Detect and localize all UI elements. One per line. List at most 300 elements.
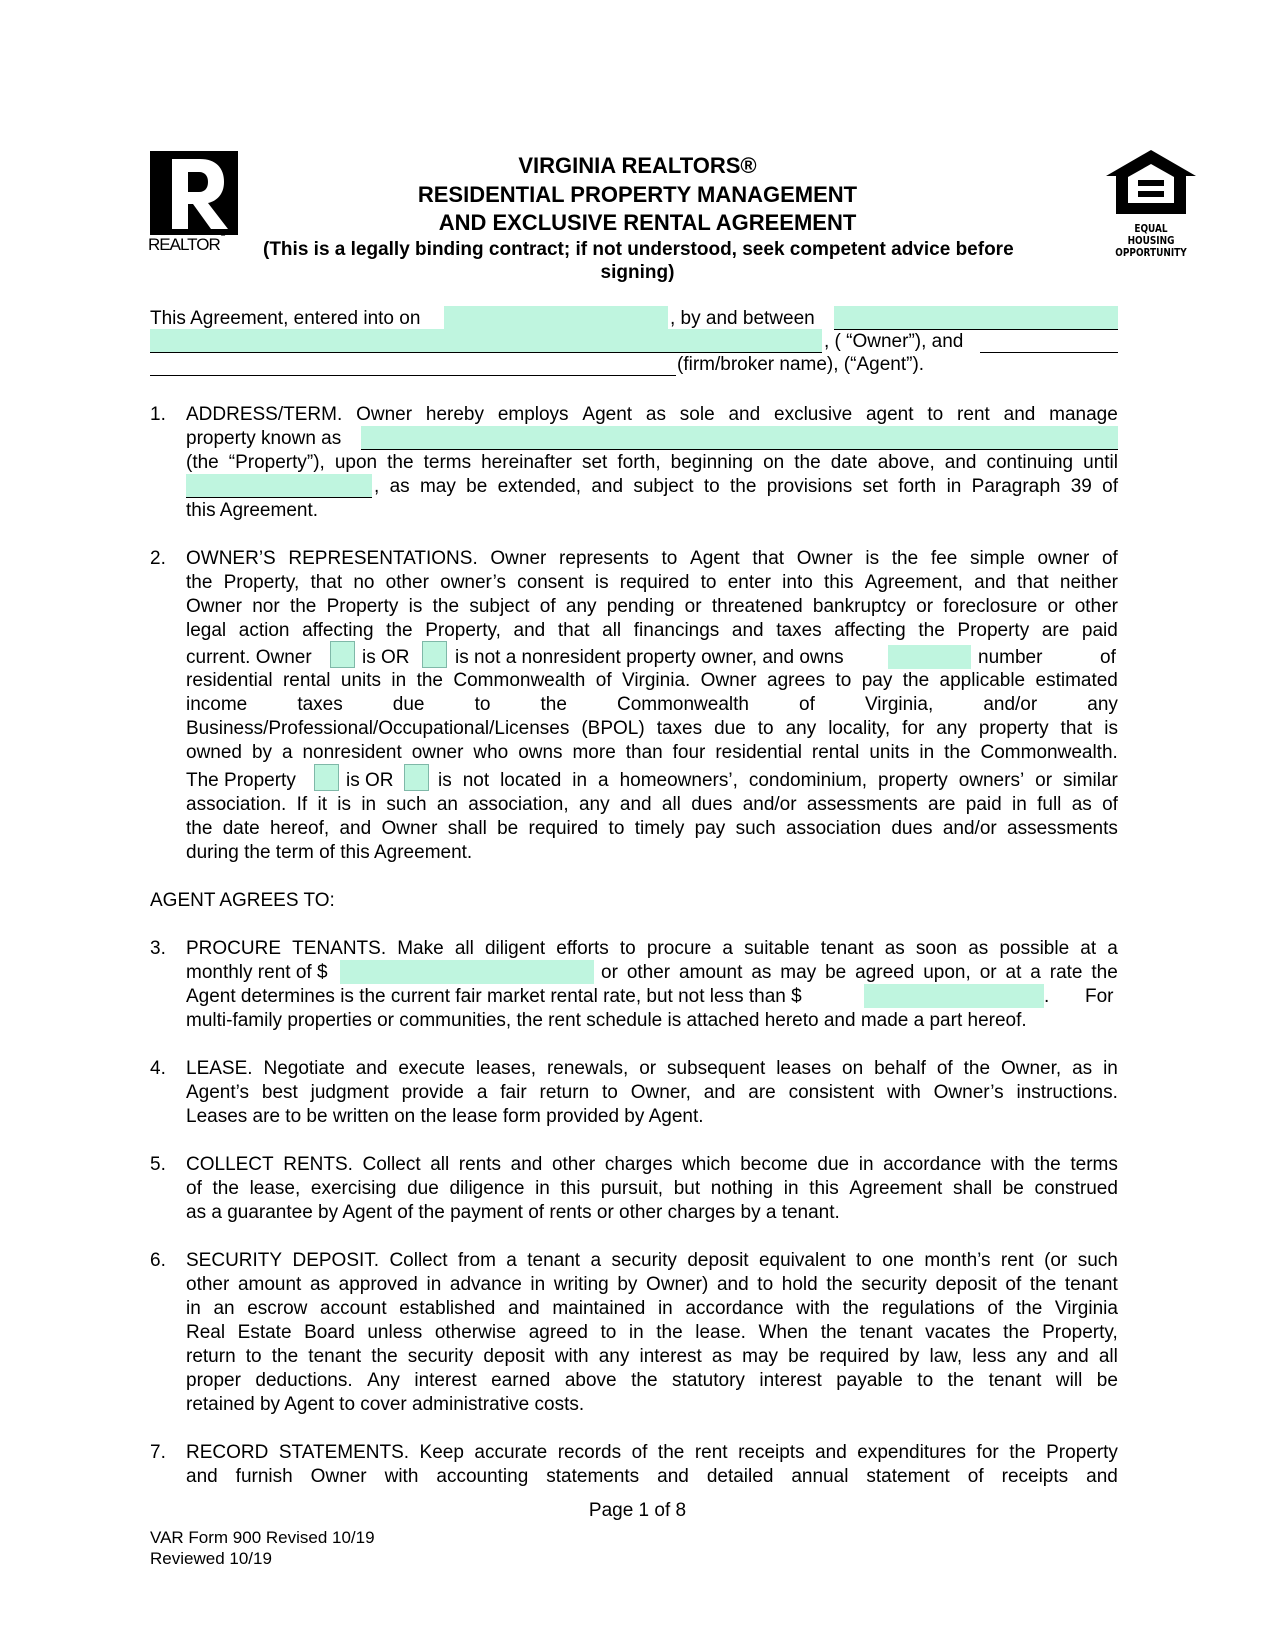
word: amount <box>679 962 743 983</box>
word: agreed <box>528 1322 588 1343</box>
word: of <box>631 1442 648 1463</box>
word: to <box>757 718 774 739</box>
word: and <box>974 572 1006 593</box>
word: and <box>703 1082 736 1103</box>
p3-line-1 <box>186 938 1118 960</box>
word: as <box>645 404 666 425</box>
word: COLLECT <box>186 1154 274 1175</box>
word: assessments <box>806 794 918 815</box>
word: Property <box>1046 1442 1118 1463</box>
p5-line-1 <box>186 1154 1118 1176</box>
rental-units-count-field[interactable] <box>888 645 971 669</box>
word: to <box>474 694 491 715</box>
word: shall <box>952 1178 993 1199</box>
word: Collect <box>362 1154 421 1175</box>
word: the <box>271 1346 299 1367</box>
word: tenant <box>308 1346 362 1367</box>
word: Property <box>326 596 399 617</box>
word: the <box>1009 1442 1036 1463</box>
word: a <box>598 770 609 791</box>
word: month’s <box>924 1250 991 1271</box>
word: as <box>711 1346 732 1367</box>
word: set <box>862 476 888 497</box>
word: diligent <box>484 938 546 959</box>
word: advance <box>449 1274 522 1295</box>
word: Agent’s <box>186 1082 250 1103</box>
word: in <box>186 1298 201 1319</box>
word: and <box>731 620 764 641</box>
word: possible <box>999 938 1070 959</box>
word: condominium, <box>748 770 868 791</box>
word: agrees <box>767 670 826 691</box>
word: interest <box>414 1370 477 1391</box>
word: as <box>309 1274 331 1295</box>
word: owned <box>186 742 242 763</box>
word: due <box>407 1178 439 1199</box>
word: upon <box>334 452 378 473</box>
word: accordance <box>883 1154 982 1175</box>
p2-line-13: during the term of this Agreement. <box>186 842 473 863</box>
word: action <box>238 620 290 641</box>
word: the <box>540 694 567 715</box>
word: association, <box>468 794 569 815</box>
word: any <box>936 718 967 739</box>
word: interest <box>639 1346 702 1367</box>
word: enter <box>727 572 771 593</box>
word: similar <box>1063 770 1118 791</box>
word: Agreement, <box>864 572 963 593</box>
word: affecting <box>302 620 374 641</box>
word: to <box>856 1250 872 1271</box>
p2-line-5a: current. Owner <box>186 647 312 668</box>
word: the <box>826 1274 853 1295</box>
word: is <box>1104 718 1118 739</box>
word: any <box>565 596 597 617</box>
word: leases, <box>475 1058 537 1079</box>
word: return <box>186 1346 236 1367</box>
p2-line-9 <box>186 742 1118 764</box>
word: the <box>186 572 213 593</box>
word: the <box>186 818 213 839</box>
word: (the <box>186 452 219 473</box>
word: as <box>1071 794 1092 815</box>
title-line-3: AND EXCLUSIVE RENTAL AGREEMENT <box>438 210 857 235</box>
realtor-logo-caption: REALTOR® <box>148 228 226 254</box>
word: pay <box>861 670 893 691</box>
p2-line-2 <box>186 572 1118 594</box>
word: and <box>657 1466 689 1487</box>
word: efforts <box>556 938 609 959</box>
word: is <box>865 548 880 569</box>
agent-name-field[interactable] <box>980 329 1118 353</box>
word: extended, <box>497 476 582 497</box>
word: of <box>987 1298 1004 1319</box>
word: beginning <box>670 452 754 473</box>
word: deposit <box>935 1274 997 1295</box>
word: hereof, <box>270 818 330 839</box>
word: neither <box>1059 572 1118 593</box>
word: the <box>1091 962 1118 983</box>
word: due <box>714 718 746 739</box>
word: earned <box>491 1370 551 1391</box>
word: construed <box>1034 1178 1118 1199</box>
word: rental <box>811 742 860 763</box>
word: detailed <box>706 1466 774 1487</box>
word: estimated <box>1035 670 1118 691</box>
property-address-field[interactable] <box>361 426 1118 450</box>
word: to <box>835 670 852 691</box>
word: rents <box>458 1154 502 1175</box>
word: as <box>884 938 905 959</box>
word: by <box>251 742 273 763</box>
word: rate <box>1049 962 1083 983</box>
word: more <box>572 742 616 763</box>
word: Virginia <box>1054 1298 1118 1319</box>
word: sole <box>679 404 715 425</box>
word: the <box>657 1442 685 1463</box>
word: property <box>978 718 1049 739</box>
firm-broker-name-field[interactable] <box>150 352 676 376</box>
word: paid <box>965 794 1002 815</box>
word: When <box>758 1322 809 1343</box>
word: Virginia, <box>864 694 934 715</box>
word: of <box>799 694 815 715</box>
word: a <box>476 1082 488 1103</box>
p6-line-2 <box>186 1274 1118 1296</box>
word: annual <box>791 1466 849 1487</box>
word: Owner <box>186 596 242 617</box>
word: or <box>601 962 618 983</box>
word: represents <box>559 548 649 569</box>
word: tenant <box>527 1250 581 1271</box>
word: and/or <box>742 794 797 815</box>
word: Owner <box>356 404 413 425</box>
word: that <box>310 572 343 593</box>
p7-line-2 <box>186 1466 1118 1488</box>
word: accounting <box>436 1466 529 1487</box>
word: exclusive <box>774 404 853 425</box>
word: to <box>619 938 636 959</box>
word: the <box>386 620 413 641</box>
owner-name-field-continued[interactable] <box>150 329 822 353</box>
word: taxes <box>776 620 822 641</box>
word: to <box>600 1322 617 1343</box>
word: this <box>809 1178 839 1199</box>
title-line-2: RESIDENTIAL PROPERTY MANAGEMENT <box>417 182 858 207</box>
word: approved <box>338 1274 418 1295</box>
word: and <box>1057 1346 1089 1367</box>
word: Commonwealth <box>616 694 749 715</box>
word: nor <box>252 596 280 617</box>
word: due <box>817 1154 850 1175</box>
word: any <box>578 794 610 815</box>
word: the <box>1003 1322 1030 1343</box>
word: applicable <box>939 670 1026 691</box>
word: Owner <box>700 670 757 691</box>
word: set <box>581 452 608 473</box>
word: a <box>506 1250 517 1271</box>
word: full <box>1037 794 1062 815</box>
word: and <box>339 818 372 839</box>
minimum-rent-field[interactable] <box>864 984 1044 1008</box>
word: the <box>387 452 414 473</box>
word: pay <box>694 818 726 839</box>
word: fee <box>930 548 958 569</box>
paragraph-number-4: 4. <box>150 1058 166 1079</box>
word: for <box>976 1442 999 1463</box>
paragraph-number-5: 5. <box>150 1154 166 1175</box>
word: Property, <box>223 572 300 593</box>
word: manage <box>1049 404 1118 425</box>
word: receipts <box>1001 1466 1069 1487</box>
agreement-date-field[interactable] <box>444 306 668 330</box>
word: agent <box>865 404 914 425</box>
word: with <box>554 1346 589 1367</box>
word: statements <box>546 1466 640 1487</box>
word: Owner <box>310 1466 367 1487</box>
word: 39 <box>1070 476 1092 497</box>
word: as <box>389 476 410 497</box>
word: or <box>1035 770 1053 791</box>
p2-line-5b: is OR <box>362 647 410 668</box>
word: payable <box>836 1370 903 1391</box>
p5-line-3: as a guarantee by Agent of the payment of rents or other charges by a tenant. <box>186 1202 840 1223</box>
p2-line-1 <box>186 548 1118 570</box>
owner-name-field[interactable] <box>834 306 1118 330</box>
word: and/or <box>983 694 1038 715</box>
p3-line-3b: . <box>1044 986 1050 1007</box>
word: a <box>722 938 733 959</box>
word: and <box>508 1298 540 1319</box>
word: Owner, <box>1000 1058 1062 1079</box>
word: Any <box>367 1370 400 1391</box>
word: deductions. <box>255 1370 353 1391</box>
word: accordance <box>685 1298 784 1319</box>
word: units <box>340 670 382 691</box>
word: may <box>419 476 456 497</box>
word: with <box>886 1082 921 1103</box>
word: all <box>454 938 474 959</box>
word: all <box>602 620 622 641</box>
word: records <box>557 1442 622 1463</box>
word: fair <box>500 1082 527 1103</box>
word: to <box>608 818 625 839</box>
word: owns <box>518 742 563 763</box>
word: by <box>617 1274 638 1295</box>
word: charges <box>604 1154 673 1175</box>
word: for <box>902 718 925 739</box>
p6-line-1 <box>186 1250 1118 1272</box>
word: expenditures <box>857 1442 967 1463</box>
word: in <box>858 1154 874 1175</box>
word: deposit <box>687 1250 749 1271</box>
word: in <box>361 794 377 815</box>
word: bankruptcy <box>812 596 906 617</box>
word: other <box>385 572 429 593</box>
word: exercising <box>310 1178 397 1199</box>
p3-line-3c: For <box>1085 986 1114 1007</box>
word: Property <box>957 620 1030 641</box>
p2-line-10c <box>438 770 1118 792</box>
word: accurate <box>474 1442 548 1463</box>
word: RENTS. <box>283 1154 353 1175</box>
word: become <box>740 1154 808 1175</box>
word: which <box>682 1154 731 1175</box>
word: until <box>1083 452 1118 473</box>
word: , <box>374 476 380 497</box>
word: in <box>530 1274 546 1295</box>
word: the <box>1029 1274 1057 1295</box>
word: residential <box>186 670 273 691</box>
word: Keep <box>419 1442 464 1463</box>
word: Virginia. <box>621 670 691 691</box>
word: in <box>783 1178 799 1199</box>
word: homeowners’, <box>619 770 738 791</box>
word: dues <box>691 794 733 815</box>
word: above, <box>877 452 935 473</box>
word: all <box>1098 1346 1118 1367</box>
word: lease, <box>249 1178 301 1199</box>
word: on <box>842 1058 864 1079</box>
p1-line-2: property known as <box>186 428 342 449</box>
word: OWNER’S <box>186 548 276 569</box>
word: less <box>972 1346 1007 1367</box>
word: date <box>222 818 260 839</box>
word: pursuit, <box>600 1178 664 1199</box>
word: four <box>672 742 706 763</box>
word: other <box>1074 596 1118 617</box>
word: or <box>916 596 934 617</box>
word: terms <box>1070 1154 1118 1175</box>
word: simple <box>969 548 1025 569</box>
word: that <box>1017 572 1049 593</box>
word: and <box>619 794 652 815</box>
word: into <box>782 572 813 593</box>
word: suitable <box>744 938 810 959</box>
word: amount <box>237 1274 302 1295</box>
word: and <box>728 404 761 425</box>
word: LEASE. <box>186 1058 253 1079</box>
word: a <box>281 742 293 763</box>
word: in <box>535 1178 550 1199</box>
word: tenant <box>859 1322 913 1343</box>
word: soon <box>915 938 958 959</box>
word: escrow <box>247 1298 308 1319</box>
word: and <box>716 1274 749 1295</box>
p4-line-2 <box>186 1082 1118 1104</box>
word: of <box>1005 1274 1022 1295</box>
association-is-checkbox[interactable] <box>314 764 339 791</box>
legal-notice-line-2: signing) <box>600 262 675 283</box>
word: owner <box>1037 548 1090 569</box>
intro-text-3: , ( “Owner”), and <box>824 331 964 352</box>
word: of <box>1102 476 1118 497</box>
word: the <box>1015 1298 1043 1319</box>
legal-notice-line-1: (This is a legally binding contract; if not understood, seek competent advice before <box>263 239 1014 260</box>
word: tenant <box>988 1370 1042 1391</box>
word: the <box>212 1178 239 1199</box>
word: a <box>590 1250 602 1271</box>
word: an <box>213 1298 235 1319</box>
word: in <box>628 1322 644 1343</box>
word: taxes <box>656 718 703 739</box>
p2-line-5e: of <box>1100 647 1116 668</box>
word: STATEMENTS. <box>278 1442 410 1463</box>
word: agreed <box>855 962 915 983</box>
word: no <box>353 572 375 593</box>
word: of <box>1101 548 1118 569</box>
word: Commonwealth <box>453 670 586 691</box>
word: and <box>1086 1466 1118 1487</box>
word: the <box>820 1322 848 1343</box>
word: threatened <box>711 596 803 617</box>
p1-line-4 <box>374 476 1118 498</box>
word: that <box>1060 718 1093 739</box>
word: Owner, <box>630 1082 691 1103</box>
association-is-not-checkbox[interactable] <box>404 764 429 791</box>
monthly-rent-field[interactable] <box>340 960 594 984</box>
p3-line-2b <box>601 962 1118 984</box>
p5-line-2 <box>186 1178 1118 1200</box>
nonresident-is-not-checkbox[interactable] <box>422 641 447 668</box>
word: locality, <box>828 718 891 739</box>
word: ADDRESS/TERM. <box>186 404 343 425</box>
word: employs <box>497 404 569 425</box>
word: dues <box>891 818 933 839</box>
p4-line-1 <box>186 1058 1118 1080</box>
word: shall <box>447 818 487 839</box>
word: residential <box>715 742 802 763</box>
word: from <box>457 1250 496 1271</box>
word: maintained <box>552 1298 646 1319</box>
word: with <box>990 1154 1025 1175</box>
p2-line-10b: is OR <box>346 770 394 791</box>
word: is <box>337 794 352 815</box>
word: Agreement <box>849 1178 943 1199</box>
word: and <box>591 476 624 497</box>
p6-line-4 <box>186 1322 1118 1344</box>
word: to <box>917 1370 934 1391</box>
equal-housing-caption: EQUAL HOUSING OPPORTUNITY <box>1115 223 1187 259</box>
term-end-date-field[interactable] <box>186 474 372 498</box>
word: in <box>391 670 407 691</box>
word: of <box>595 670 612 691</box>
p1-line-3 <box>186 452 1118 474</box>
word: regulations <box>881 1298 975 1319</box>
word: and <box>944 452 977 473</box>
intro-text-2: , by and between <box>670 308 815 329</box>
word: consent <box>517 572 584 593</box>
word: timely <box>634 818 685 839</box>
nonresident-is-checkbox[interactable] <box>330 641 355 668</box>
word: to <box>661 548 678 569</box>
word: as <box>1072 1058 1093 1079</box>
word: in <box>426 1274 442 1295</box>
word: by <box>899 1346 920 1367</box>
word: nothing <box>710 1178 774 1199</box>
form-revision: VAR Form 900 Revised 10/19 <box>150 1528 375 1547</box>
word: the <box>416 670 443 691</box>
word: an <box>436 794 458 815</box>
word: with <box>796 1298 831 1319</box>
word: rent <box>694 1442 728 1463</box>
page-number: Page 1 of 8 <box>588 1500 687 1521</box>
intro-text-1: This Agreement, entered into on <box>150 308 421 329</box>
word: Collect <box>389 1250 448 1271</box>
word: unless <box>367 1322 423 1343</box>
word: nonresident <box>302 742 402 763</box>
word: of <box>539 596 556 617</box>
